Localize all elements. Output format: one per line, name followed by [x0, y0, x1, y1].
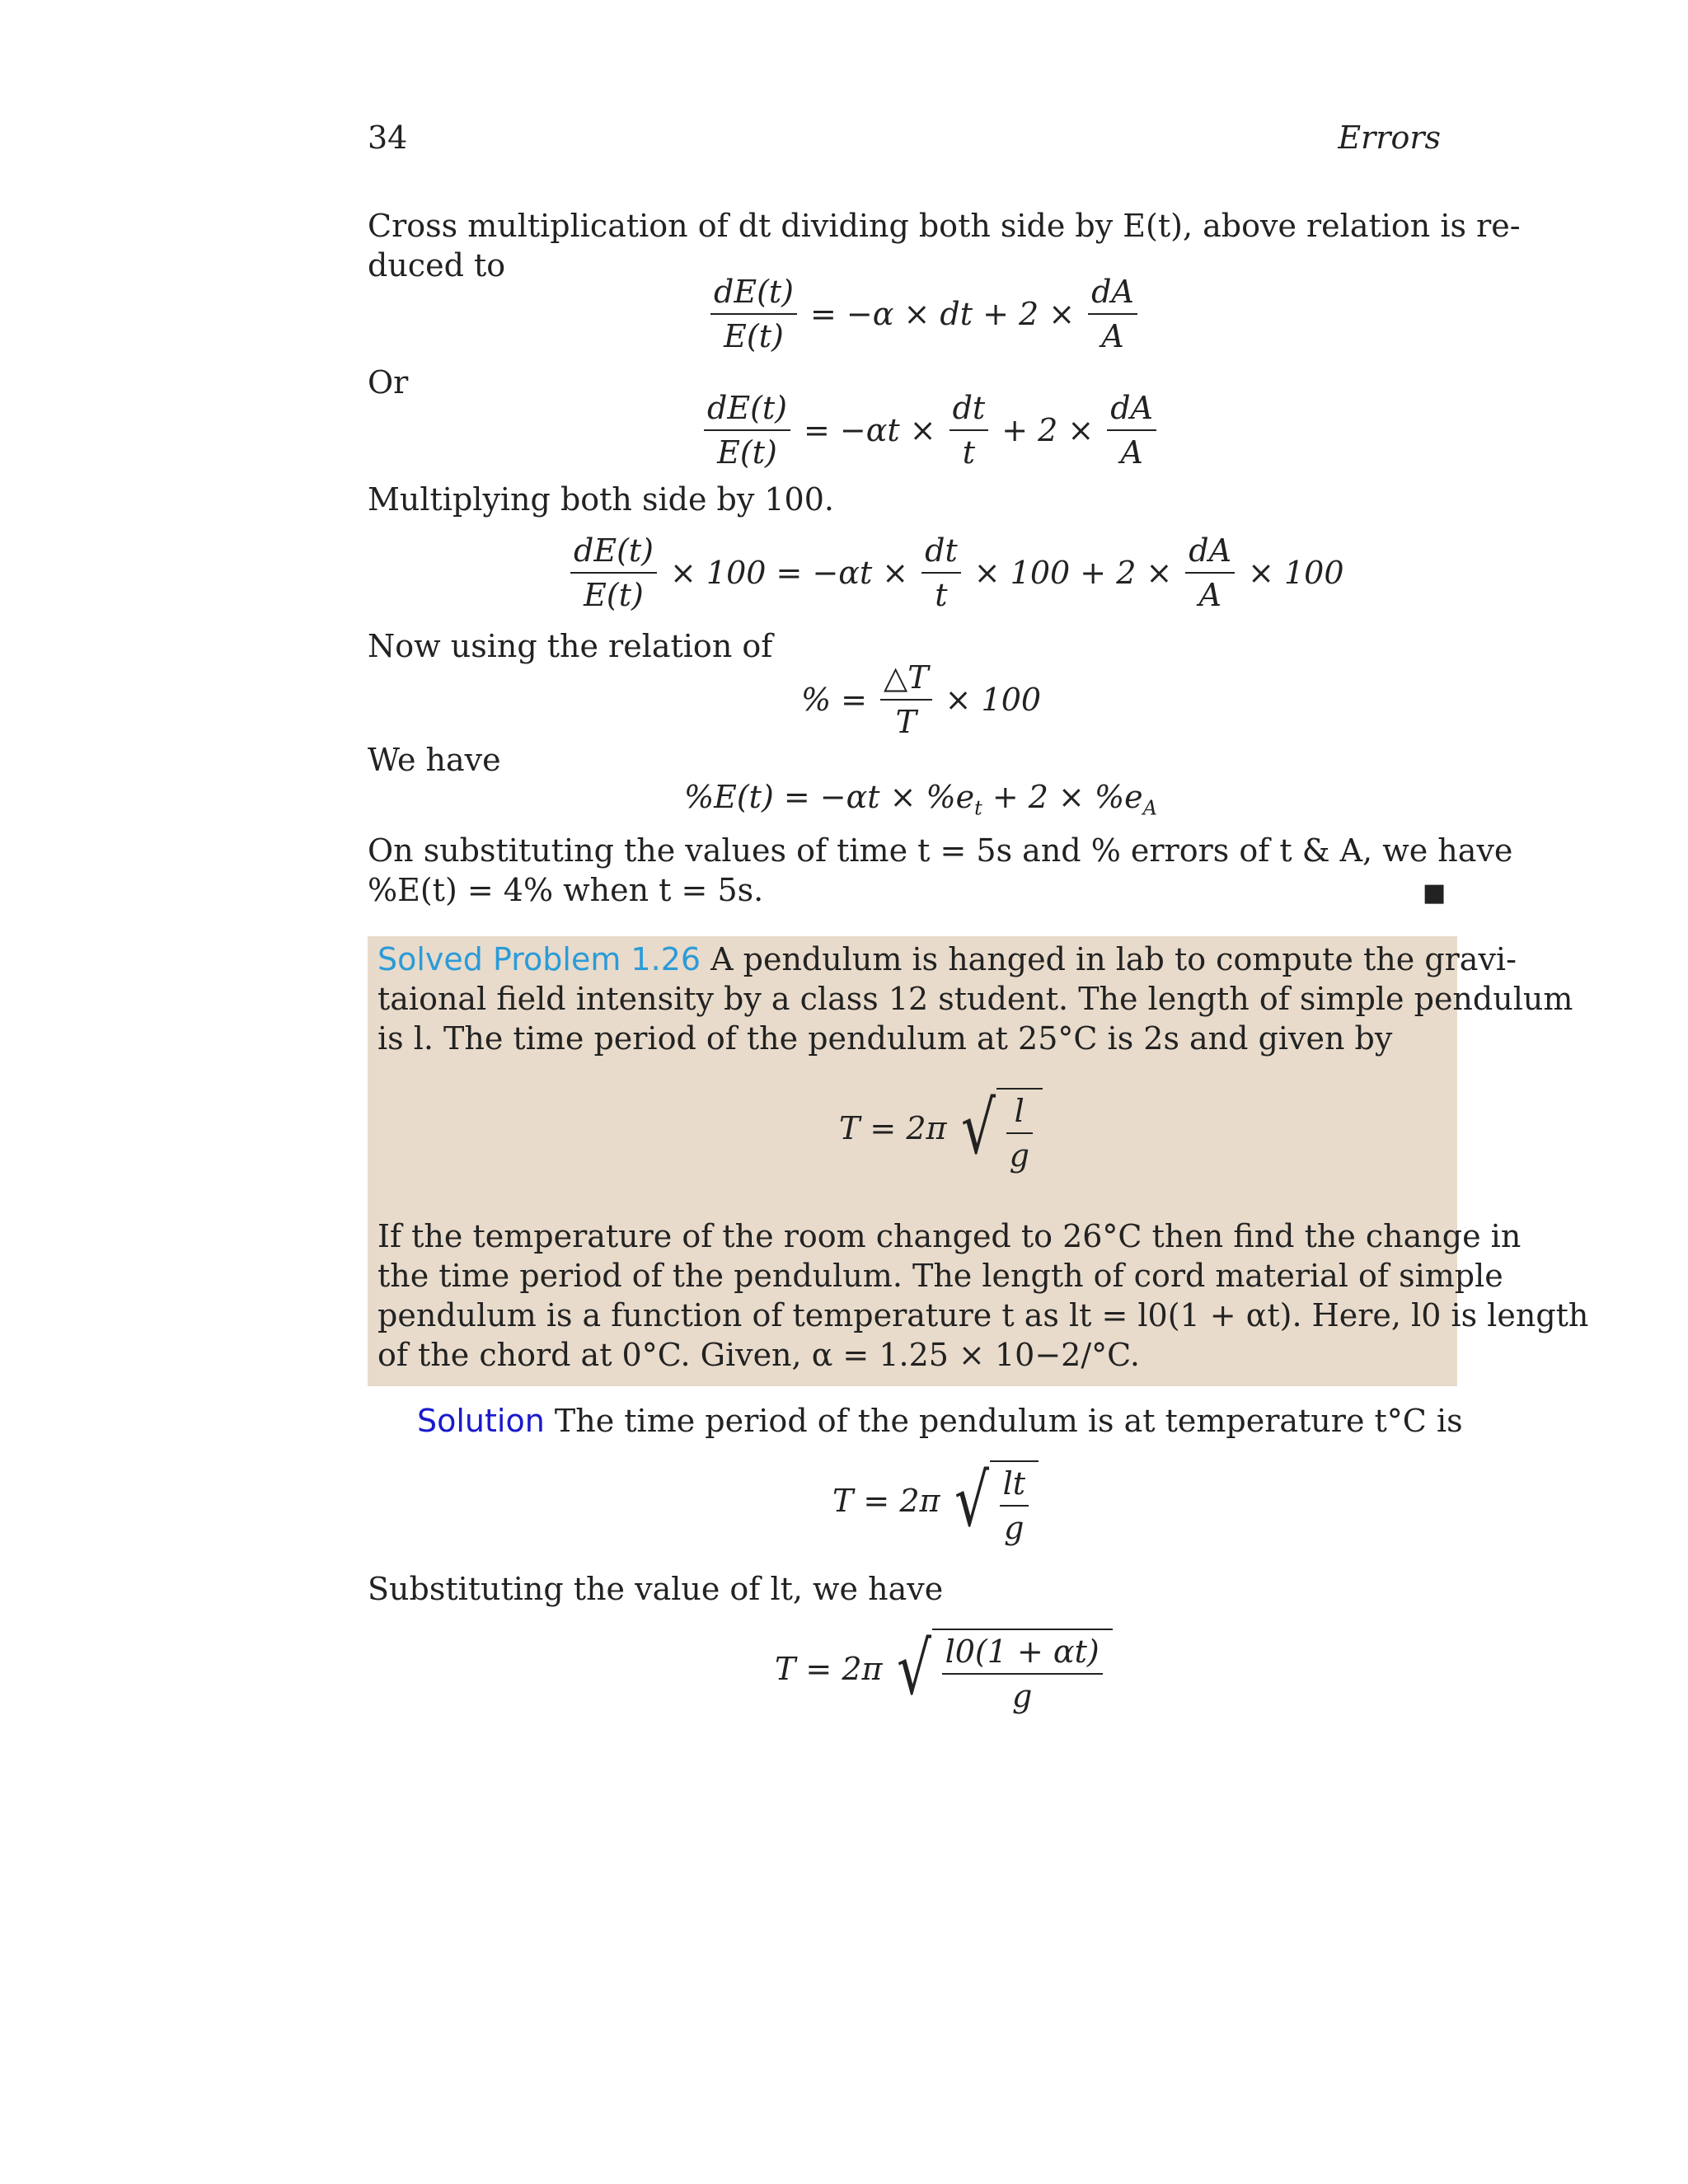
equation-text: + 2 × %e	[982, 779, 1143, 815]
paragraph-line: %E(t) = 4% when t = 5s.	[368, 872, 764, 908]
numerator: l	[1006, 1093, 1033, 1134]
denominator: T	[895, 704, 917, 740]
numerator: dt	[921, 532, 961, 574]
numerator: △T	[880, 659, 932, 701]
fraction	[1088, 274, 1137, 354]
numerator: dA	[1088, 274, 1137, 315]
solved-problem-box	[368, 936, 1589, 1386]
equation-operator: × 100 = −αt ×	[670, 555, 909, 591]
solution-formula-1	[824, 1455, 1039, 1546]
problem-line	[377, 940, 1517, 979]
fraction	[942, 1633, 1103, 1714]
problem-label: Solved Problem 1.26	[377, 941, 701, 977]
paragraph-line: duced to	[368, 247, 506, 284]
fraction	[704, 390, 790, 471]
fraction	[570, 532, 657, 613]
fraction	[880, 659, 932, 740]
solution-label: Solution	[417, 1403, 545, 1439]
denominator: A	[1101, 318, 1124, 354]
numerator: lt	[1000, 1465, 1029, 1507]
fraction	[1000, 1465, 1029, 1546]
denominator: g	[1009, 1137, 1029, 1174]
denominator: g	[1004, 1510, 1025, 1546]
fraction	[950, 390, 989, 471]
solution-line	[417, 1401, 1463, 1441]
denominator: A	[1120, 434, 1143, 471]
numerator: l0(1 + αt)	[942, 1633, 1103, 1675]
paragraph-line: On substituting the values of time t = 5s and % errors of t & A, we have	[368, 832, 1513, 869]
equation-operator: = −α × dt + 2 ×	[810, 296, 1076, 332]
sqrt-icon: √	[960, 1085, 996, 1170]
denominator: E(t)	[717, 434, 777, 471]
solution-formula-2	[767, 1624, 1113, 1714]
subscript: t	[974, 796, 982, 820]
denominator: g	[1011, 1678, 1033, 1714]
formula-lhs: T = 2π	[832, 1483, 940, 1519]
equation-operator: × 100	[1248, 555, 1344, 591]
or-label: Or	[368, 364, 409, 401]
fraction	[1185, 532, 1235, 613]
denominator: t	[962, 434, 976, 471]
problem-line: of the chord at 0°C. Given, α = 1.25 × 10−2/°C.	[377, 1337, 1140, 1373]
sqrt	[955, 1083, 1043, 1174]
fraction	[921, 532, 961, 613]
page-number: 34	[368, 120, 408, 156]
denominator: A	[1198, 577, 1221, 613]
paragraph-line: Substituting the value of lt, we have	[368, 1571, 944, 1607]
equation-2	[699, 390, 1161, 471]
equation-5	[684, 779, 1157, 820]
numerator: dA	[1185, 532, 1235, 574]
equation-4	[793, 659, 1049, 740]
equation-3	[565, 532, 1353, 613]
formula-lhs: T = 2π	[775, 1651, 883, 1687]
equation-operator: % =	[801, 682, 868, 718]
fraction	[1107, 390, 1156, 471]
sqrt	[949, 1455, 1039, 1546]
numerator: dA	[1107, 390, 1156, 431]
problem-line: If the temperature of the room changed to 26°C then find the change in	[377, 1218, 1522, 1254]
numerator: dE(t)	[710, 274, 797, 315]
fraction	[1006, 1093, 1033, 1174]
numerator: dE(t)	[704, 390, 790, 431]
numerator: dt	[950, 390, 989, 431]
equation-operator: × 100	[945, 682, 1042, 718]
sqrt	[891, 1624, 1113, 1714]
problem-formula	[831, 1083, 1043, 1174]
sqrt-icon: √	[954, 1458, 989, 1543]
problem-line: is l. The time period of the pendulum at 25°C is 2s and given by	[377, 1020, 1393, 1057]
fraction	[710, 274, 797, 354]
equation-operator: = −αt ×	[804, 412, 936, 448]
problem-text: A pendulum is hanged in lab to compute the gravi-	[701, 941, 1517, 977]
subscript: A	[1142, 796, 1157, 820]
equation-1	[706, 274, 1142, 354]
sqrt-icon: √	[896, 1626, 931, 1711]
running-title: Errors	[1338, 120, 1441, 156]
solution-text: The time period of the pendulum is at temperature t°C is	[544, 1403, 1463, 1439]
paragraph-line: Multiplying both side by 100.	[368, 481, 834, 518]
problem-line: taional field intensity by a class 12 student. The length of simple pendulum	[377, 981, 1573, 1017]
denominator: E(t)	[724, 318, 784, 354]
denominator: E(t)	[584, 577, 644, 613]
qed-symbol: ■	[1423, 879, 1447, 907]
equation-text: %E(t) = −αt × %e	[684, 779, 975, 815]
equation-operator: × 100 + 2 ×	[973, 555, 1173, 591]
formula-lhs: T = 2π	[839, 1110, 947, 1146]
numerator: dE(t)	[570, 532, 657, 574]
paragraph-line: Now using the relation of	[368, 628, 773, 664]
paragraph-line: We have	[368, 742, 501, 778]
paragraph-line: Cross multiplication of dt dividing both side by E(t), above relation is re-	[368, 208, 1521, 244]
problem-line: the time period of the pendulum. The length of cord material of simple	[377, 1258, 1503, 1294]
denominator: t	[935, 577, 948, 613]
problem-line: pendulum is a function of temperature t as lt = l0(1 + αt). Here, l0 is length	[377, 1297, 1589, 1333]
equation-operator: + 2 ×	[1001, 412, 1095, 448]
